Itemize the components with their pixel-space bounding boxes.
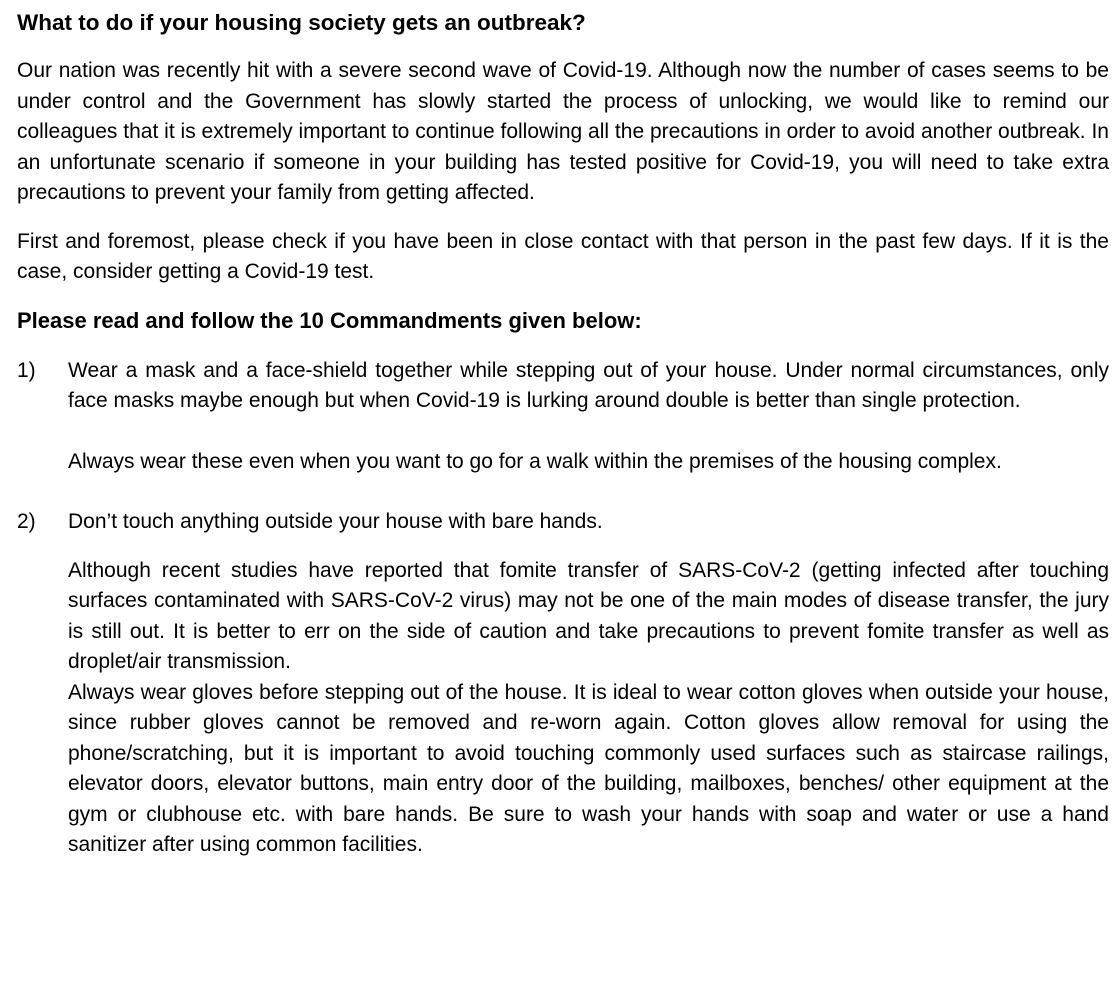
document-title: What to do if your housing society gets an outbreak? bbox=[17, 10, 586, 35]
intro-paragraph: Our nation was recently hit with a severe second wave of Covid-19. Although now the number of cases seems to be under control and the Government has slowly started the process of unlocking, we would like to remind our colleagues that it is extremely important to continue following all the precautions in order to avoid another outbreak. In an unfortunate scenario if someone in your building has tested positive for Covid-19, you will need to take extra precautions to prevent your family from getting affected. bbox=[17, 59, 1109, 204]
commandment-item bbox=[17, 356, 1109, 478]
commandment-number: 2) bbox=[17, 510, 36, 533]
commandment-paragraph: Always wear these even when you want to go for a walk within the premises of the housing complex. bbox=[68, 449, 1002, 473]
commandment-paragraph: Don’t touch anything outside your house with bare hands. bbox=[68, 510, 603, 533]
commandment-paragraph: Although recent studies have reported that fomite transfer of SARS-CoV-2 (getting infected after touching surfaces contaminated with SARS-CoV-2 virus) may not be one of the main modes of disease transfer, the jury is still out. It is better to err on the side of caution and take precautions to prevent fomite transfer as well as droplet/air transmission. bbox=[68, 558, 1109, 673]
document-page bbox=[17, 8, 1109, 861]
commandment-item bbox=[17, 507, 1109, 861]
commandment-number: 1) bbox=[17, 358, 36, 382]
spacer bbox=[68, 417, 1109, 447]
spacer bbox=[17, 477, 1109, 507]
intro-paragraph: First and foremost, please check if you have been in close contact with that person in the past few days. If it is the case, consider getting a Covid-19 test. bbox=[17, 229, 1109, 283]
commandment-paragraph: Always wear gloves before stepping out of the house. It is ideal to wear cotton gloves when outside your house, since rubber gloves cannot be removed and re-worn again. Cotton gloves allow removal for using the phone/scratching, but it is important to avoid touching commonly used surfaces such as staircase railings, elevator doors, elevator buttons, main entry door of the building, mailboxes, benches/ other equipment at the gym or clubhouse etc. with bare hands. Be sure to wash your hands with soap and water or use a hand sanitizer after using common facilities. bbox=[68, 680, 1109, 856]
spacer bbox=[68, 538, 1109, 556]
commandments-heading: Please read and follow the 10 Commandments given below: bbox=[17, 307, 642, 333]
commandment-paragraph: Wear a mask and a face-shield together while stepping out of your house. Under normal circumstances, only face masks maybe enough but when Covid-19 is lurking around double is better than single protection. bbox=[68, 358, 1109, 412]
